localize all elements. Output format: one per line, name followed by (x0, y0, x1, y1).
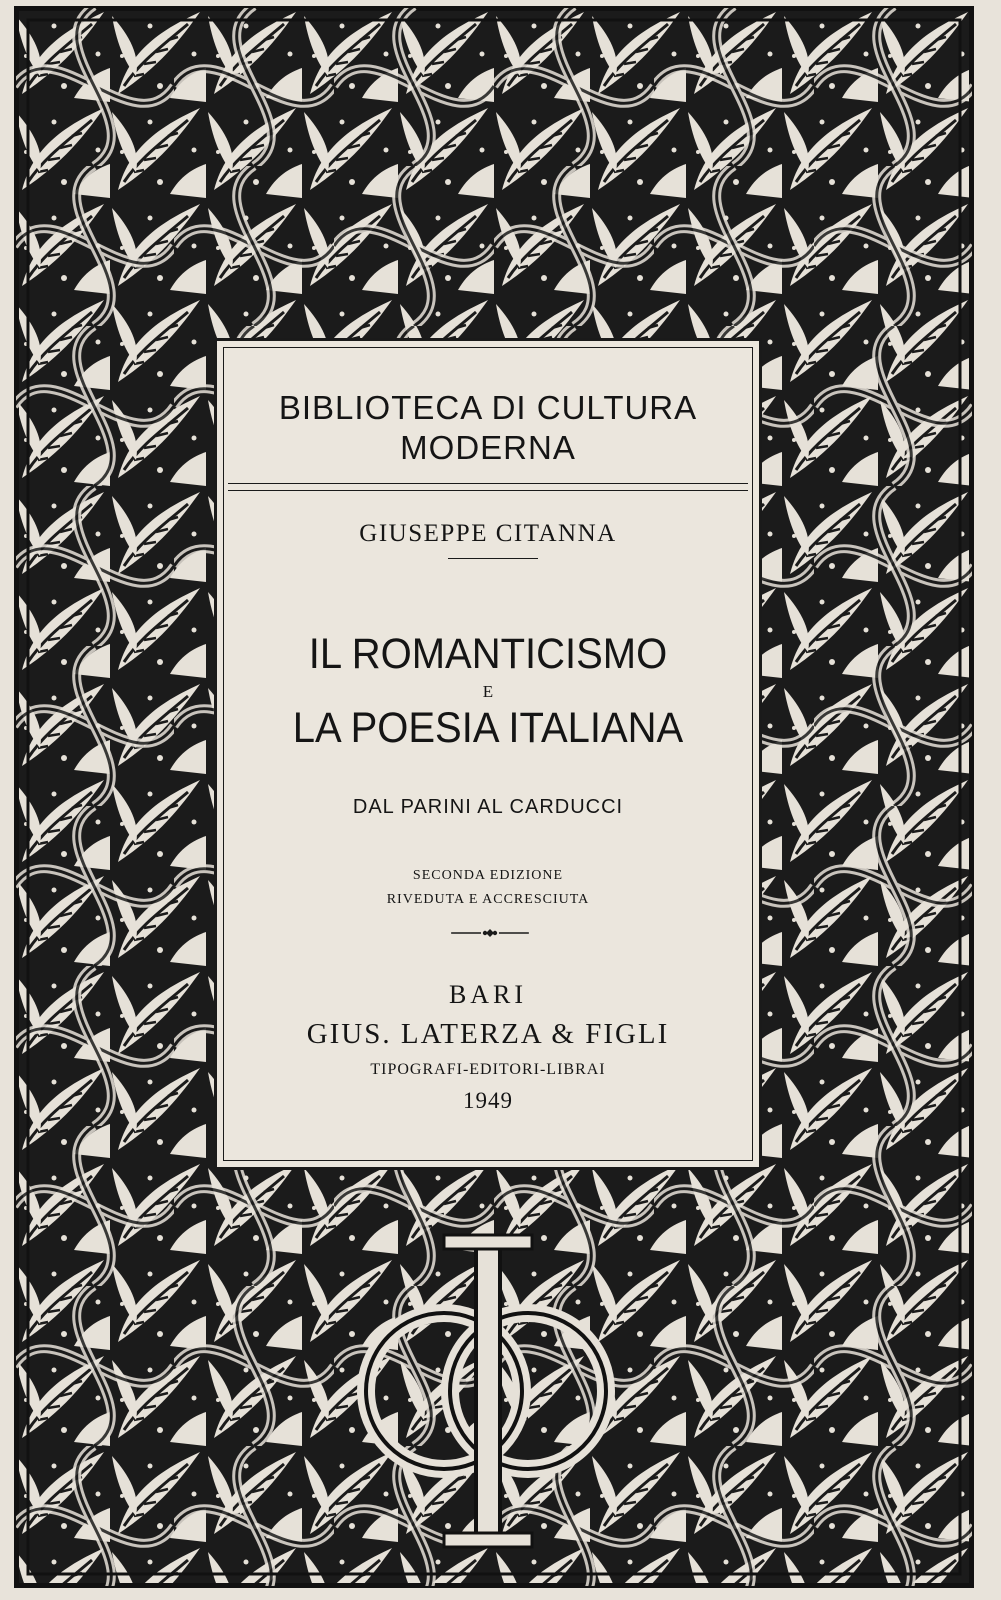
imprint-publisher: GIUS. LATERZA & FIGLI (306, 1018, 670, 1050)
double-rule-divider (228, 483, 748, 491)
imprint-trade: TIPOGRAFI-EDITORI-LIBRAI (370, 1061, 606, 1078)
title-panel (214, 338, 762, 1170)
ornament-rule-icon (224, 926, 752, 938)
imprint-city: BARI (448, 980, 528, 1009)
book-subtitle: DAL PARINI AL CARDUCCI (352, 796, 624, 818)
book-title-line-2: LA POESIA ITALIANA (292, 704, 684, 752)
author-name: GIUSEPPE CITANNA (359, 520, 617, 547)
edition-line-1: SECONDA EDIZIONE (412, 868, 564, 883)
book-title-connector: E (482, 682, 494, 701)
series-title-line-2: MODERNA (400, 429, 576, 466)
edition-line-2: RIVEDUTA E ACCRESCIUTA (386, 892, 590, 907)
imprint-year: 1949 (463, 1088, 513, 1113)
author-underline (448, 558, 538, 559)
title-panel-inner-border (223, 347, 753, 1161)
series-title-line-1: BIBLIOTECA DI CULTURA (278, 389, 698, 426)
book-title-line-1: IL ROMANTICISMO (308, 630, 668, 678)
